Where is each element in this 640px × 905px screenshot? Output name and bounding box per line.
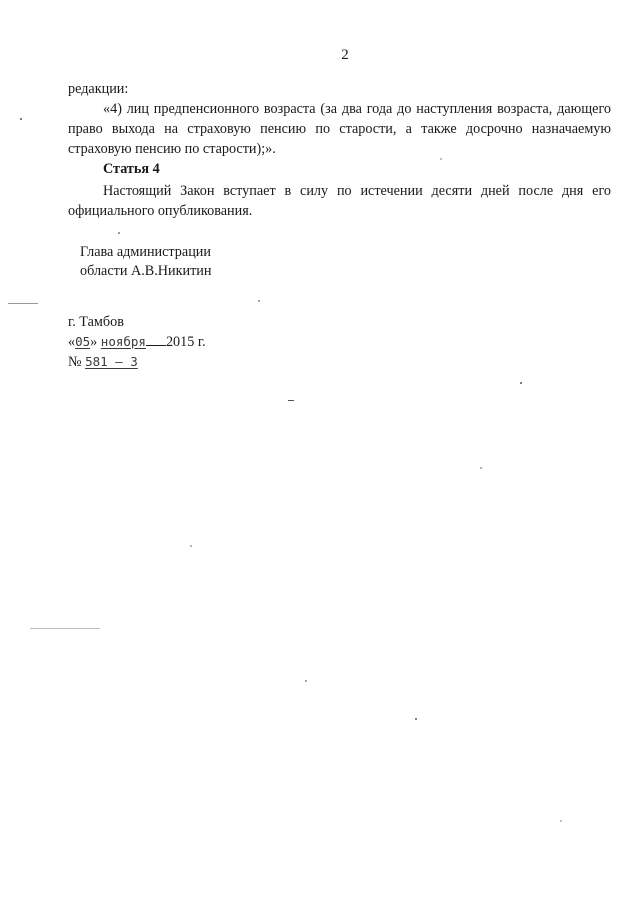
scan-speck: [560, 820, 562, 822]
paragraph-continuation: редакции:: [68, 81, 129, 97]
paragraph-item-4: «4) лиц предпенсионного возраста (за два года до наступления возраста, дающего право выхода на страховую пенсию по старости, а также досрочно назначаемую страховую пенсию по старости);».: [68, 101, 611, 157]
law-number: 581 – 3: [85, 354, 138, 369]
page-number: 2: [341, 47, 349, 63]
scan-speck: [20, 118, 22, 120]
scan-speck: [118, 232, 120, 234]
scan-speck: [480, 467, 482, 469]
article-text: Настоящий Закон вступает в силу по истечении десяти дней после дня его официального опубликования.: [68, 183, 611, 219]
scan-speck: [305, 680, 307, 682]
number-sign: №: [68, 354, 82, 370]
date-underline: [146, 333, 166, 346]
date-line: [68, 332, 206, 352]
scan-speck: [258, 300, 260, 302]
scan-speck: [288, 400, 294, 401]
date-quote-open: «: [68, 334, 76, 350]
signature-name: области А.В.Никитин: [80, 263, 212, 279]
date-day: 05: [75, 334, 91, 349]
signature-title: Глава администрации: [80, 244, 211, 260]
city: г. Тамбов: [68, 314, 124, 330]
date-month: ноября: [100, 334, 146, 349]
scan-speck: [30, 628, 100, 629]
scan-speck: [440, 158, 442, 160]
scan-speck: [415, 718, 417, 720]
number-line: [68, 352, 206, 372]
article-heading: Статья 4: [103, 161, 160, 177]
scan-speck: [520, 382, 522, 384]
scan-speck: [8, 303, 38, 304]
date-quote-close: »: [90, 334, 98, 350]
scan-speck: [190, 545, 192, 547]
date-year: 2015 г.: [165, 334, 206, 350]
place-date-block: [68, 313, 206, 372]
signature-block: [80, 243, 211, 281]
